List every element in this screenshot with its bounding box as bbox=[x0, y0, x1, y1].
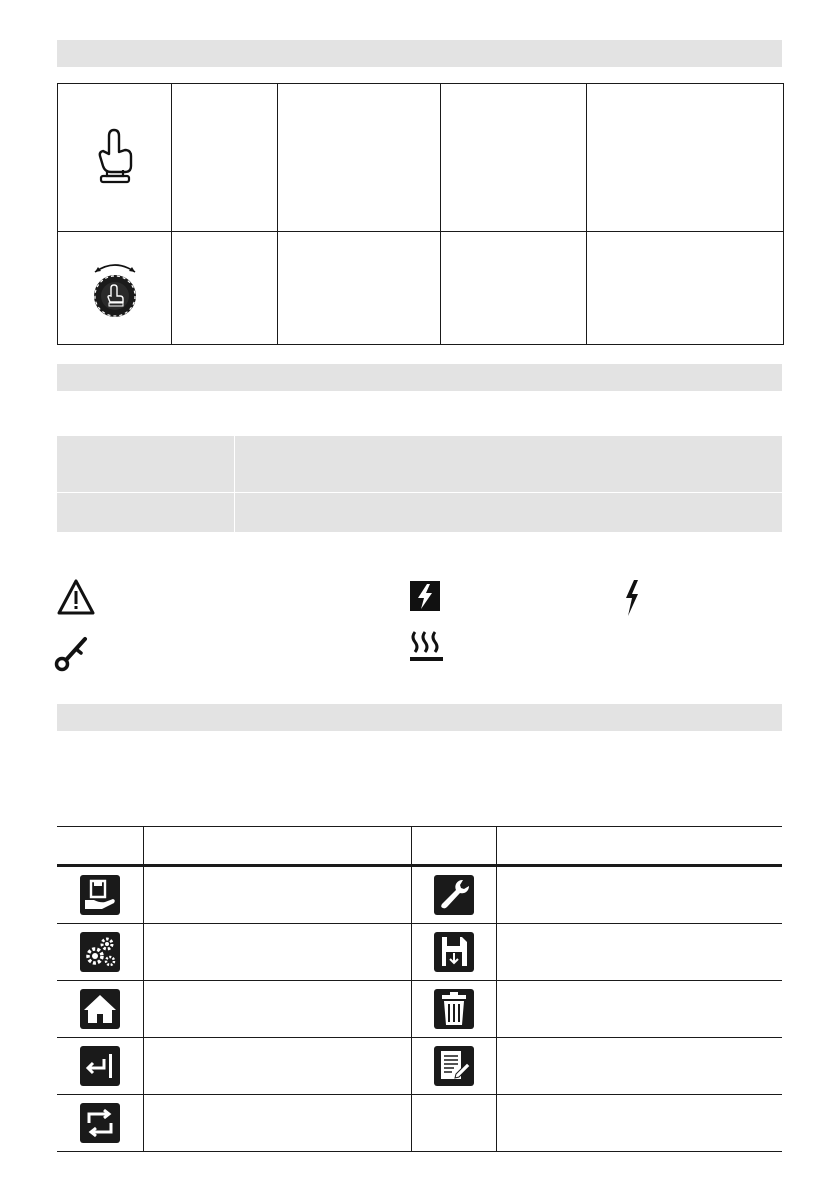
wrench-icon bbox=[434, 875, 474, 915]
icon-cell bbox=[57, 1095, 143, 1152]
lightning-icon bbox=[622, 578, 642, 618]
icon-cell bbox=[58, 84, 172, 232]
home-icon bbox=[80, 989, 120, 1029]
buttons-table bbox=[57, 826, 782, 1152]
button-description bbox=[496, 981, 782, 1038]
gears-icon bbox=[80, 932, 120, 972]
save-download-icon bbox=[434, 932, 474, 972]
section-title bbox=[57, 40, 782, 50]
table-row bbox=[58, 232, 784, 345]
key-icon bbox=[54, 632, 90, 672]
icon-cell bbox=[411, 866, 496, 924]
trash-icon bbox=[434, 989, 474, 1029]
icon-cell bbox=[411, 924, 496, 981]
controls-table bbox=[57, 83, 784, 345]
hot-surface-icon bbox=[409, 628, 445, 662]
table-row bbox=[57, 1038, 782, 1095]
icon-cell bbox=[57, 866, 143, 924]
icon-cell bbox=[411, 981, 496, 1038]
cell bbox=[172, 232, 278, 345]
column-header bbox=[143, 827, 411, 866]
icon-cell bbox=[57, 1038, 143, 1095]
section-header-buttons bbox=[57, 704, 782, 731]
icon-cell bbox=[411, 1038, 496, 1095]
table-row bbox=[57, 493, 782, 533]
column-header bbox=[57, 827, 143, 866]
table-row bbox=[57, 866, 782, 924]
table-row bbox=[58, 84, 784, 232]
button-description bbox=[496, 866, 782, 924]
info-label bbox=[57, 493, 235, 533]
section-title bbox=[57, 364, 782, 374]
table-row bbox=[57, 981, 782, 1038]
cell bbox=[587, 232, 784, 345]
table-header-row bbox=[57, 827, 782, 866]
button-description bbox=[143, 1095, 411, 1152]
icon-cell bbox=[57, 981, 143, 1038]
button-description bbox=[143, 924, 411, 981]
rotary-knob-icon bbox=[85, 254, 145, 320]
press-finger-icon bbox=[93, 126, 137, 186]
cell bbox=[278, 84, 441, 232]
refresh-icon bbox=[80, 1103, 120, 1143]
icon-cell bbox=[411, 1095, 496, 1152]
save-to-hand-icon bbox=[80, 875, 120, 915]
button-description bbox=[143, 866, 411, 924]
icon-cell bbox=[58, 232, 172, 345]
info-table bbox=[57, 436, 782, 532]
section-title bbox=[57, 704, 782, 714]
high-voltage-icon bbox=[409, 580, 441, 612]
button-description bbox=[496, 1095, 782, 1152]
warning-triangle-icon bbox=[56, 578, 96, 616]
table-row bbox=[57, 924, 782, 981]
info-text bbox=[235, 436, 783, 493]
back-icon bbox=[80, 1046, 120, 1086]
icon-cell bbox=[57, 924, 143, 981]
column-header bbox=[496, 827, 782, 866]
button-description bbox=[143, 981, 411, 1038]
cell bbox=[441, 84, 587, 232]
cell bbox=[278, 232, 441, 345]
table-row bbox=[57, 1095, 782, 1152]
info-text bbox=[235, 493, 783, 533]
cell bbox=[441, 232, 587, 345]
section-header-controls bbox=[57, 40, 782, 67]
section-header-info bbox=[57, 364, 782, 391]
button-description bbox=[496, 924, 782, 981]
edit-document-icon bbox=[434, 1046, 474, 1086]
table-row bbox=[57, 436, 782, 493]
info-label bbox=[57, 436, 235, 493]
cell bbox=[587, 84, 784, 232]
button-description bbox=[143, 1038, 411, 1095]
cell bbox=[172, 84, 278, 232]
button-description bbox=[496, 1038, 782, 1095]
column-header bbox=[411, 827, 496, 866]
